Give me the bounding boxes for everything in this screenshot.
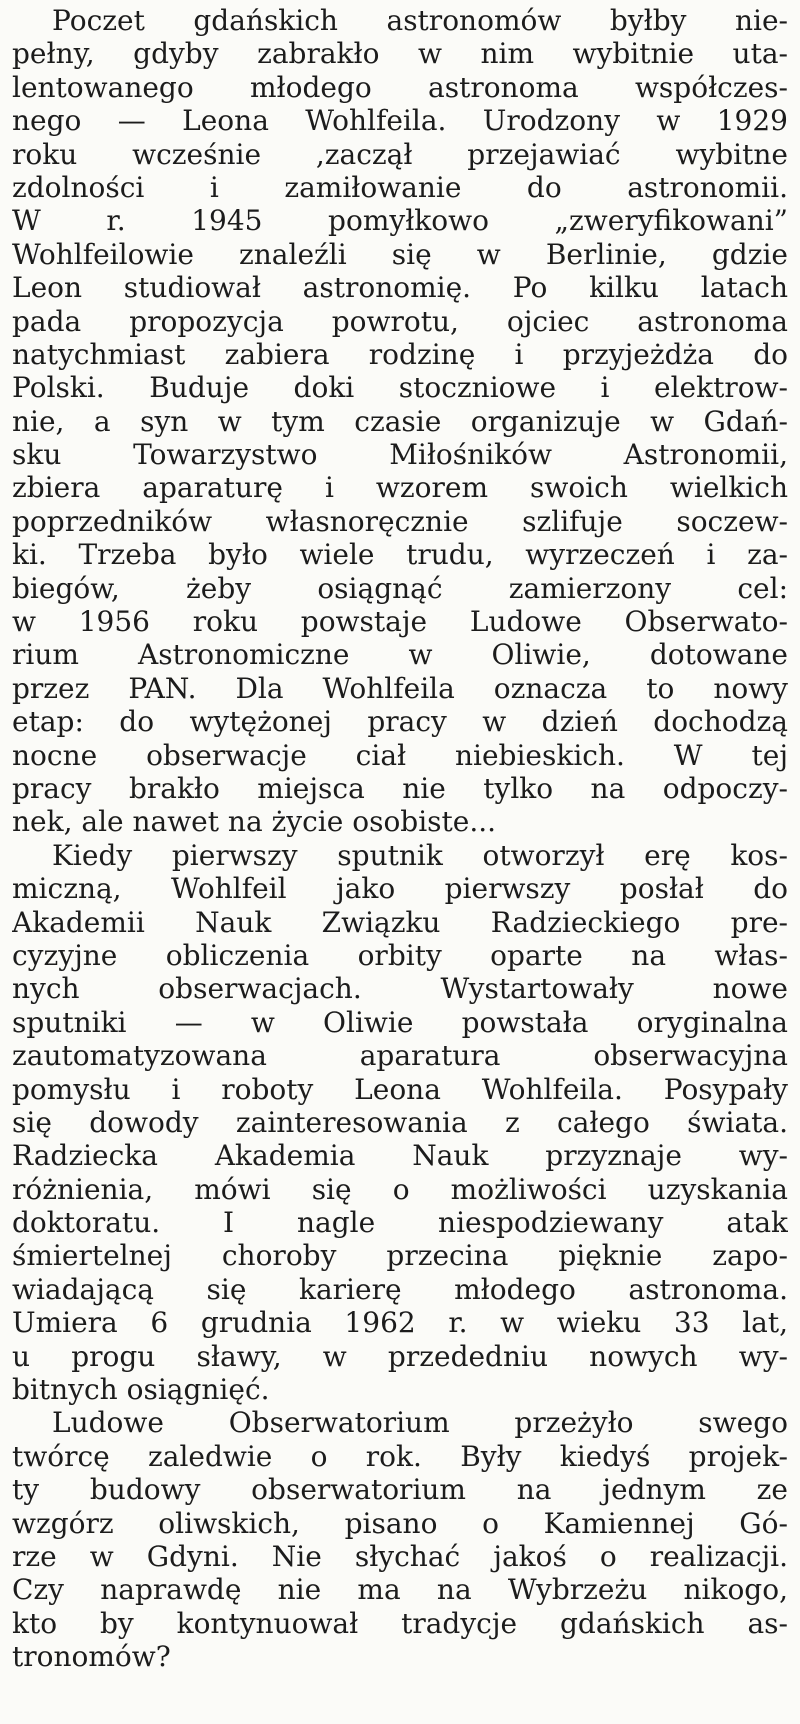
text-line: nocne obserwacje ciał niebieskich. W tej [12,738,788,772]
text-line: ty budowy obserwatorium na jednym ze [12,1473,788,1507]
text-line: przez PAN. Dla Wohlfeila oznacza to nowy [12,671,788,705]
text-line: nie, a syn w tym czasie organizuje w Gdań- [12,404,788,438]
paragraph [12,4,788,839]
text-line: pracy brakło miejsca nie tylko na odpoczy- [12,771,788,805]
text-line: Wohlfeilowie znaleźli się w Berlinie, gdzie [12,237,788,271]
text-line: pomysłu i roboty Leona Wohlfeila. Posypały [12,1072,788,1106]
text-line: zautomatyzowana aparatura obserwacyjna [12,1039,788,1073]
text-line: pełny, gdyby zabrakło w nim wybitnie uta- [12,37,788,71]
text-line: wzgórz oliwskich, pisano o Kamiennej Gó- [12,1506,788,1540]
text-line: Poczet gdańskich astronomów byłby nie- [52,4,788,37]
text-line: kto by kontynuował tradycje gdańskich as- [12,1606,788,1640]
text-line: ki. Trzeba było wiele trudu, wyrzeczeń i za- [12,538,788,572]
text-line: poprzedników własnoręcznie szlifuje soczew- [12,504,788,538]
text-line: Kiedy pierwszy sputnik otworzył erę kos- [52,838,788,872]
text-line: nych obserwacjach. Wystartowały nowe [12,972,788,1006]
text-line: Leon studiował astronomię. Po kilku latach [12,271,788,305]
text-line: wiadającą się karierę młodego astronoma. [12,1272,788,1306]
text-line: tronomów? [12,1640,171,1674]
text-line: u progu sławy, w przededniu nowych wy- [12,1339,788,1373]
text-line: etap: do wytężonej pracy w dzień dochodzą [12,705,788,739]
text-line: Akademii Nauk Związku Radzieckiego pre- [12,905,788,939]
text-line: rze w Gdyni. Nie słychać jakoś o realizacji. [12,1539,788,1573]
text-line: pada propozycja powrotu, ojciec astronoma [12,304,788,338]
text-line: miczną, Wohlfeil jako pierwszy posłał do [12,872,788,906]
text-line: sputniki — w Oliwie powstała oryginalna [12,1005,788,1039]
text-line: zdolności i zamiłowanie do astronomii. [12,170,788,204]
text-line: biegów, żeby osiągnąć zamierzony cel: [12,571,788,605]
text-line: twórcę zaledwie o rok. Były kiedyś projek- [12,1439,788,1473]
text-line: śmiertelnej choroby przecina pięknie zapo- [12,1239,788,1273]
text-line: nek, ale nawet na życie osobiste... [12,805,497,839]
article-text [12,4,788,1674]
text-line: Umiera 6 grudnia 1962 r. w wieku 33 lat, [12,1306,788,1340]
text-line: Polski. Buduje doki stoczniowe i elektrow- [12,371,788,405]
text-line: roku wcześnie ,zaczął przejawiać wybitne [12,137,788,171]
text-line: Czy naprawdę nie ma na Wybrzeżu nikogo, [12,1573,788,1607]
text-line: Radziecka Akademia Nauk przyznaje wy- [12,1139,788,1173]
text-line: zbiera aparaturę i wzorem swoich wielkich [12,471,788,505]
paragraph [12,839,788,1407]
paragraph [12,1406,788,1673]
text-line: W r. 1945 pomyłkowo „zweryfikowani” [12,204,788,238]
text-line: różnienia, mówi się o możliwości uzyskania [12,1172,788,1206]
text-line: natychmiast zabiera rodzinę i przyjeżdża do [12,337,788,371]
text-line: Ludowe Obserwatorium przeżyło swego [52,1406,788,1440]
text-line: doktoratu. I nagle niespodziewany atak [12,1206,788,1240]
text-line: rium Astronomiczne w Oliwie, dotowane [12,638,788,672]
text-line: lentowanego młodego astronoma współczes- [12,70,788,104]
text-line: w 1956 roku powstaje Ludowe Obserwato- [12,605,788,639]
text-line: się dowody zainteresowania z całego świata. [12,1105,788,1139]
text-line: bitnych osiągnięć. [12,1373,270,1407]
text-line: nego — Leona Wohlfeila. Urodzony w 1929 [12,104,788,138]
text-line: sku Towarzystwo Miłośników Astronomii, [12,438,788,472]
text-line: cyzyjne obliczenia orbity oparte na włas- [12,938,788,972]
